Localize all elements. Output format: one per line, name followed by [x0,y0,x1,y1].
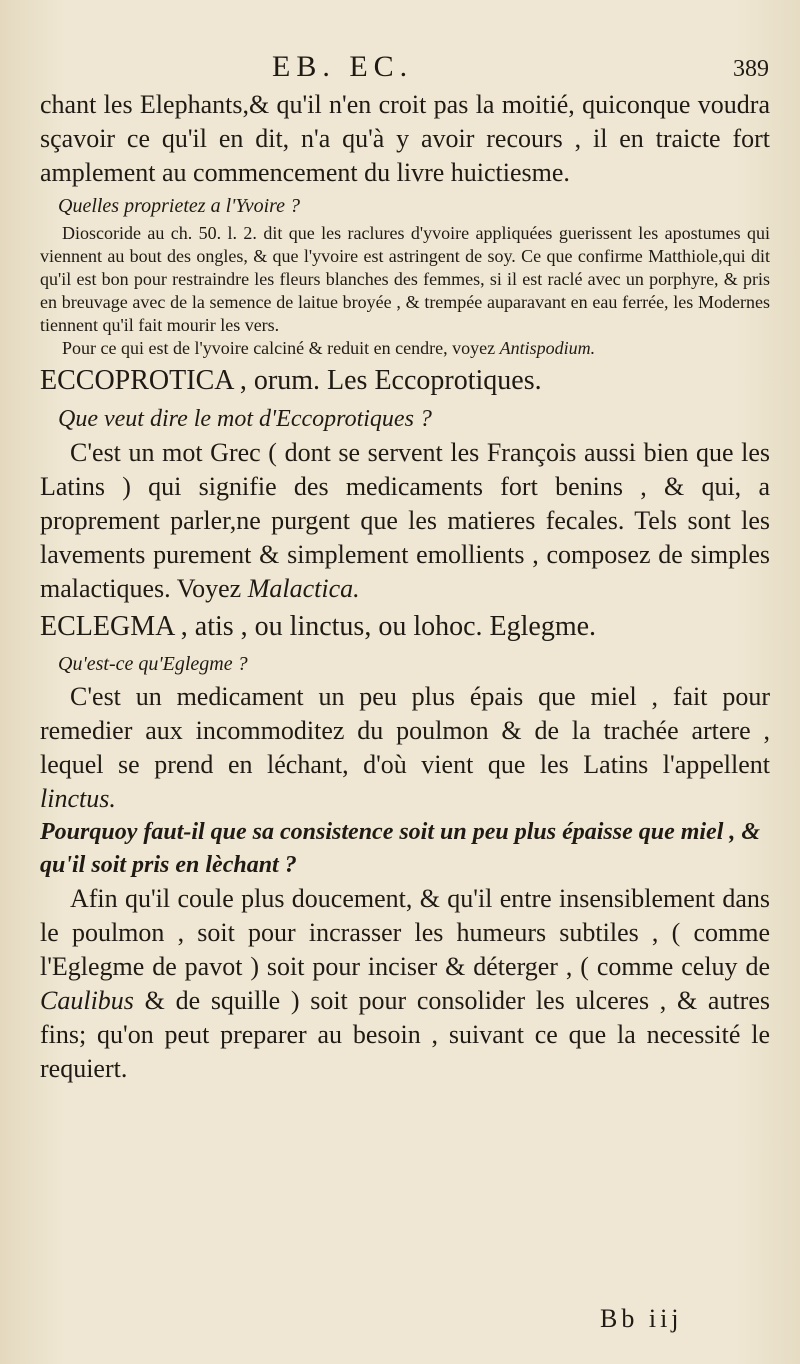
page-number: 389 [733,56,769,82]
paragraph-afin: Afin qu'il coule plus doucement, & qu'il entre insensiblement dans le poulmon , soit pour incrasser les humeurs subtiles , ( comme l'Eglegme de pavot ) soit pour inciser & déterger , ( comme celuy de Caulibus & de squille ) soit pour consolider les ulceres , & autres fins; qu'on peut preparer au besoin , suivant ce que la necessité le requiert. [40,884,771,1083]
page-text [40,88,770,1086]
entry-eccoprotica: ECCOPROTICA , orum. Les Eccoprotiques. [40,365,542,396]
question-yvoire: Quelles proprietez a l'Yvoire ? [58,195,301,217]
question-consistence: Pourquoy faut-il que sa consistence soit un peu plus épaisse que miel , & qu'il soit pris en lèchant ? [40,819,761,878]
cross-ref-antispodium: Antispodium. [499,338,596,358]
page-header [0,50,800,90]
paragraph-elephants: chant les Elephants,& qu'il n'en croit pas la moitié, quiconque voudra sçavoir ce qu'il en dit, n'a qu'à y avoir recours , il en traicte fort amplement au commencement du livre huictiesme. [40,90,770,187]
question-eccoprotiques: Que veut dire le mot d'Eccoprotiques ? [58,406,432,432]
paragraph-dioscoride: Dioscoride au ch. 50. l. 2. dit que les raclures d'yvoire appliquées guerissent les apostumes qui viennent au bout des ongles, & que l'yvoire est astringent de soy. Ce que confirme Matthiole,qui dit qu'il est bon pour restraindre les fleurs blanches des femmes, si il est raclé avec un porphyre, & pris en breuvage avec de la semence de laitue broyée , & trempée auparavant en eau ferrée, les Modernes tiennent qu'il fait mourir les vers. [40,223,770,335]
signature-mark: Bb iij [600,1304,683,1333]
question-eglegme: Qu'est-ce qu'Eglegme ? [58,653,248,675]
page-footer [0,1304,800,1344]
entry-eclegma: ECLEGMA , atis , ou linctus, ou lohoc. Eglegme. [40,611,597,642]
cross-ref-malactica: Malactica. [247,574,360,603]
running-head: EB. EC. [272,50,414,83]
term-caulibus: Caulibus [40,986,134,1015]
term-linctus: linctus. [40,784,116,813]
paragraph-eccoprotiques: C'est un mot Grec ( dont se servent les François aussi bien que les Latins ) qui signifie des medicaments fort benins , & qui, a proprement parler,ne purgent que les matieres fecales. Tels sont les lavements purement & simplement emollients , composez de simples malactiques. Voyez Malactica. [40,438,770,603]
paragraph-eglegme: C'est un medicament un peu plus épais que miel , fait pour remedier aux incommoditez du poulmon & de la trachée artere , lequel se prend en léchant, d'où vient que les Latins l'appellent linctus. [40,682,770,813]
paragraph-calcine: Pour ce qui est de l'yvoire calciné & reduit en cendre, voyez Antispodium. [62,338,596,358]
